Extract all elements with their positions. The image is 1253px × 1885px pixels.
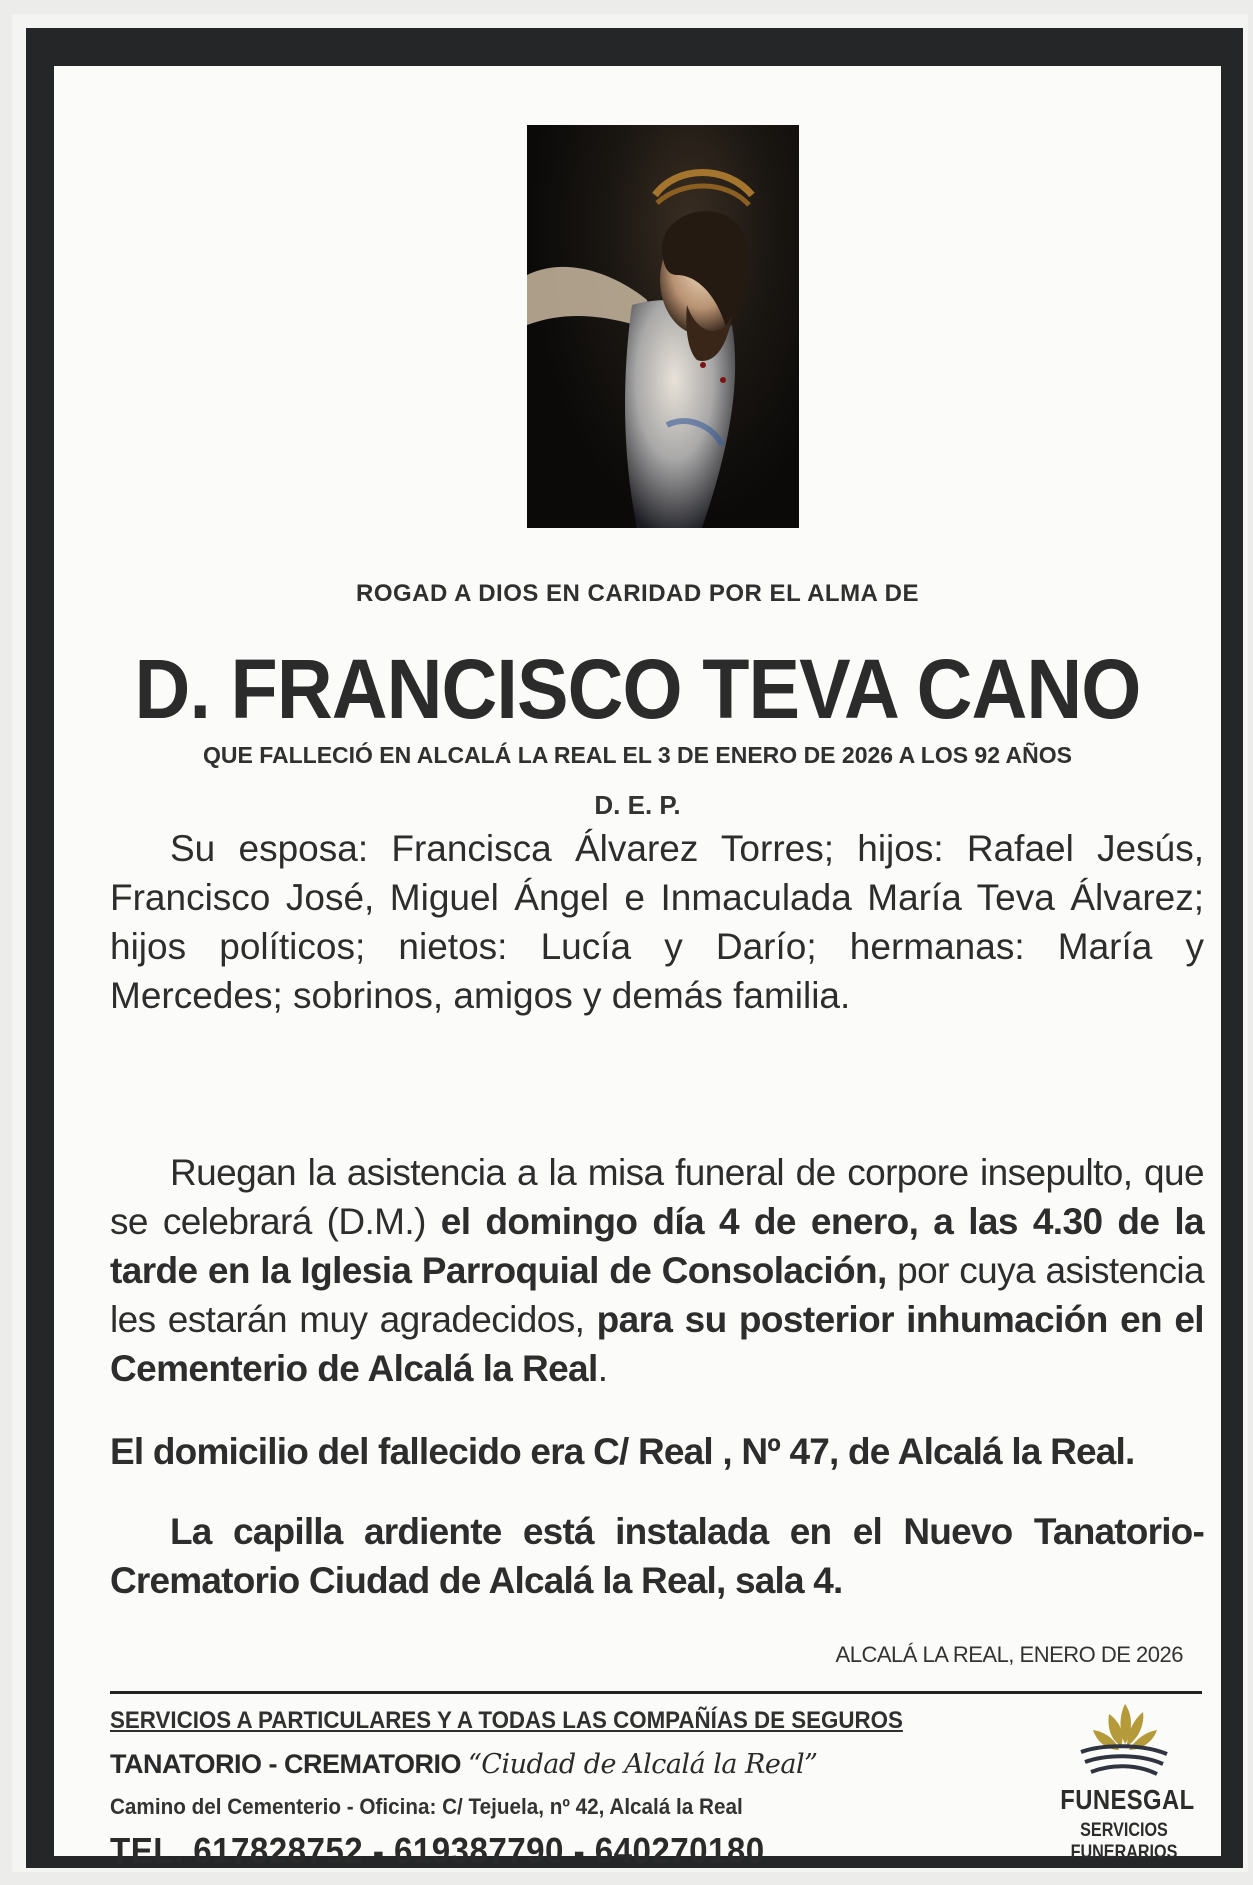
logo-stripe [1091,1766,1157,1774]
obituary-card [54,66,1221,1871]
chapel-paragraph [110,1507,1204,1605]
death-details: QUE FALLECIÓ EN ALCALÁ LA REAL EL 3 DE ENERO DE 2026 A LOS 92 AÑOS [202,742,1073,768]
place-and-date: ALCALÁ LA REAL, ENERO DE 2026 [835,1642,1183,1667]
family-text: Su esposa: Francisca Álvarez Torres; hijos: Rafael Jesús, Francisco José, Miguel Ángel e Inmaculada María Teva Álvarez; hijos políticos; nietos: Lucía y Darío; hermanas: María y Mercedes; sobrinos, amigos y demás familia. [110,828,1204,1016]
crucified-christ-image [527,125,799,528]
funeral-intro: Ruegan la asistencia a la misa funeral de corpore insepulto, que se celebrará (D.M.) [110,1152,1204,1242]
funesgal-logo [1049,1700,1199,1863]
funeral-date-place: el domingo día 4 de enero, a las 4.30 de la tarde en la Iglesia Parroquial de Consolación, [110,1201,1204,1291]
logo-stripe [1085,1756,1163,1764]
facility-line [110,1749,817,1780]
rest-in-peace: D. E. P. [594,790,681,820]
facility-type: TANATORIO - CREMATORIO [110,1749,461,1779]
deceased-name: D. FRANCISCO TEVA CANO [134,642,1141,736]
logo-stripe [1081,1746,1167,1754]
burial-info: para su posterior inhumación en el Cementerio de Alcalá la Real [110,1299,1204,1389]
family-paragraph [110,824,1204,1020]
services-line: SERVICIOS A PARTICULARES Y A TODAS LAS COMPAÑÍAS DE SEGUROS [110,1707,903,1734]
funesgal-leaf-icon [1073,1700,1173,1782]
facility-name: “Ciudad de Alcalá la Real” [468,1749,818,1780]
funeral-thanks: por cuya asistencia les estarán muy agradecidos, [110,1250,1204,1340]
logo-brand: FUNESGAL [1060,1784,1195,1815]
chapel-text: La capilla ardiente está instalada en el Nuevo Tanatorio-Crematorio Ciudad de Alcalá la Real, sala 4. [110,1511,1204,1601]
funeral-paragraph [110,1148,1204,1393]
logo-subtitle: SERVICIOS FUNERARIOS [1070,1820,1178,1863]
footer-divider [110,1691,1202,1694]
obituary-sheet [12,14,1248,1872]
address-paragraph: El domicilio del fallecido era C/ Real , Nº 47, de Alcalá la Real. [110,1431,1135,1472]
phone-numbers: TEL. 617828752 - 619387790 - 640270180 [110,1830,765,1871]
funeral-end: . [597,1348,608,1389]
prayer-heading: ROGAD A DIOS EN CARIDAD POR EL ALMA DE [355,580,920,607]
office-address: Camino del Cementerio - Oficina: C/ Tejuela, nº 42, Alcalá la Real [110,1794,743,1819]
